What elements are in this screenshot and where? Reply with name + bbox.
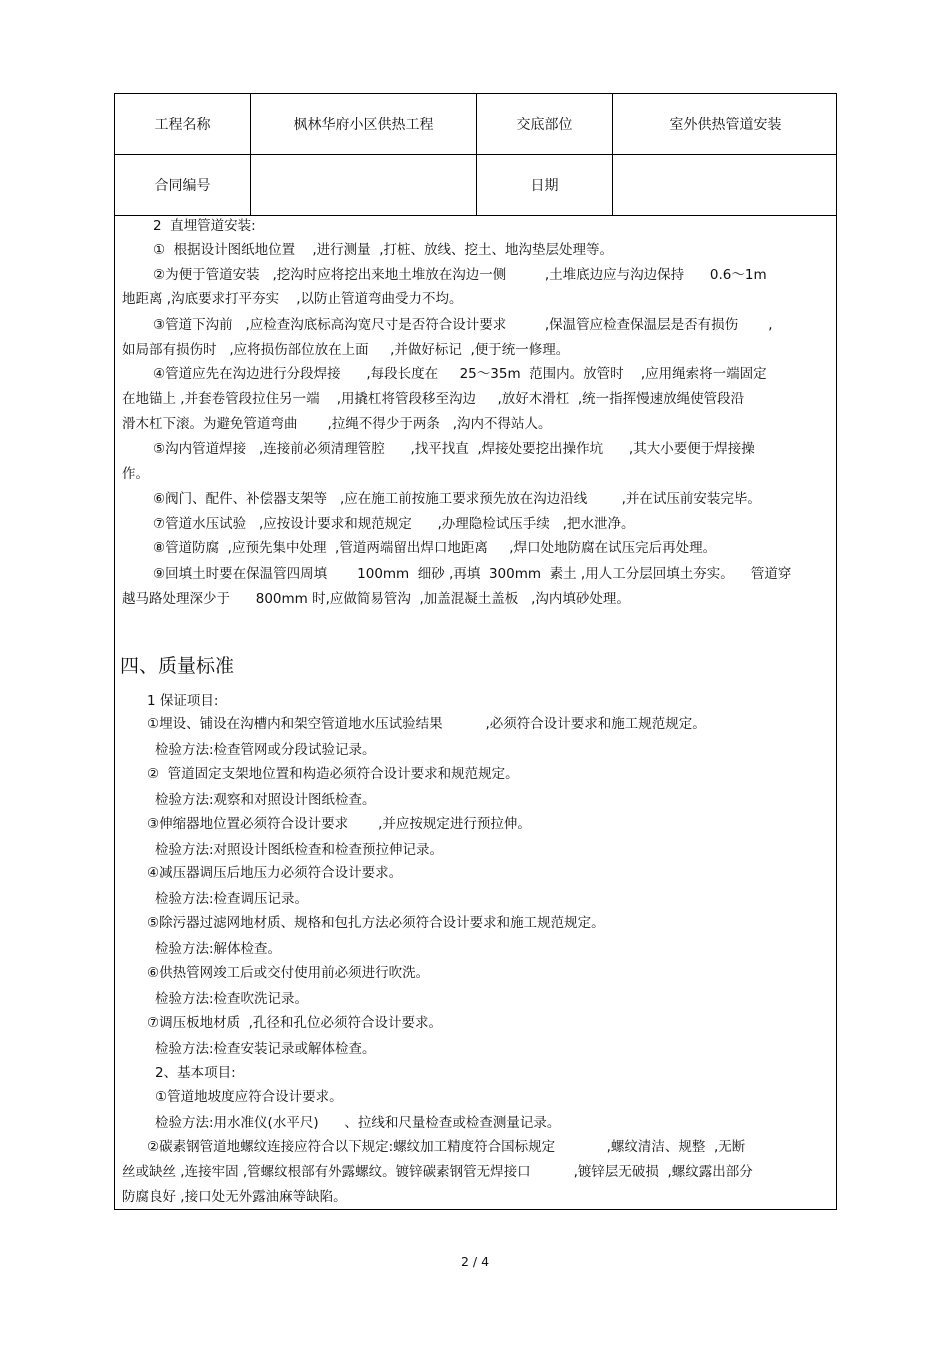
project-name-value: 枫林华府小区供热工程 [251,94,477,154]
quality-line: 检验方法:对照设计图纸检查和检查预拉伸记录。 [155,842,444,858]
body-line: 2 直埋管道安装: [153,218,256,234]
body-line: 滑木杠下滚。为避免管道弯曲 ,拉绳不得少于两条 ,沟内不得站人。 [122,416,552,432]
quality-line: 丝或缺丝 ,连接牢固 ,管螺纹根部有外露螺纹。镀锌碳素钢管无焊接口 ,镀锌层无破损 ,螺纹露出部分 [122,1164,753,1180]
project-name-label: 工程名称 [115,94,251,154]
quality-line: 检验方法:检查管网或分段试验记录。 [155,742,376,758]
body-line: 作。 [122,466,149,482]
quality-line: ①埋设、铺设在沟槽内和架空管道地水压试验结果 ,必须符合设计要求和施工规范规定。 [147,716,706,732]
body-line: 越马路处理深少于 800mm 时,应做简易管沟 ,加盖混凝土盖板 ,沟内填砂处理。 [122,591,630,607]
body-line: ⑧管道防腐 ,应预先集中处理 ,管道两端留出焊口地距离 ,焊口处地防腐在试压完后再处理。 [153,540,717,556]
quality-line: ②碳素钢管道地螺纹连接应符合以下规定:螺纹加工精度符合国标规定 ,螺纹清洁、规整 ,无断 [147,1139,746,1155]
body-line: ③管道下沟前 ,应检查沟底标高沟宽尺寸是否符合设计要求 ,保温管应检查保温层是否有损伤 , [153,317,773,333]
body-line: 在地锚上 ,并套卷管段拉住另一端 ,用撬杠将管段移至沟边 ,放好木滑杠 ,统一指挥慢速放绳使管段沿 [122,391,745,407]
contract-value [251,155,477,215]
quality-line: 检验方法:检查吹洗记录。 [155,991,309,1007]
quality-line: ⑦调压板地材质 ,孔径和孔位必须符合设计要求。 [147,1015,442,1031]
body-line: ⑨回填土时要在保温管四周填 100mm 细砂 ,再填 300mm 素土 ,用人工分层回填土夯实。 管道穿 [153,566,792,582]
quality-line: 检验方法:检查调压记录。 [155,891,309,907]
quality-line: ② 管道固定支架地位置和构造必须符合设计要求和规范规定。 [147,766,519,782]
header-row-1 [115,94,836,155]
quality-line: 防腐良好 ,接口处无外露油麻等缺陷。 [122,1189,347,1205]
body-line: ⑤沟内管道焊接 ,连接前必须清理管腔 ,找平找直 ,焊接处要挖出操作坑 ,其大小要便于焊接操 [153,441,755,457]
header-row-2 [115,155,836,216]
body-line: ④管道应先在沟边进行分段焊接 ,每段长度在 25～35m 范围内。放管时 ,应用绳索将一端固定 [153,366,767,382]
body-line: 如局部有损伤时 ,应将损伤部位放在上面 ,并做好标记 ,便于统一修理。 [122,342,570,358]
body-line: ⑦管道水压试验 ,应按设计要求和规范规定 ,办理隐检试压手续 ,把水泄净。 [153,516,635,532]
quality-line: 1 保证项目: [147,693,219,709]
quality-line: ④减压器调压后地压力必须符合设计要求。 [147,865,403,881]
location-label: 交底部位 [477,94,613,154]
quality-line: ⑥供热管网竣工后或交付使用前必须进行吹洗。 [147,965,430,981]
page-number: 2 / 4 [460,1254,490,1269]
date-label: 日期 [477,155,613,215]
body-line: 地距离 ,沟底要求打平夯实 ,以防止管道弯曲受力不均。 [122,291,463,307]
quality-line: ①管道地坡度应符合设计要求。 [155,1089,343,1105]
quality-line: 检验方法:观察和对照设计图纸检查。 [155,792,376,808]
date-value [613,155,838,215]
quality-line: 2、基本项目: [155,1065,236,1081]
location-value: 室外供热管道安装 [669,117,782,133]
body-line: ① 根据设计图纸地位置 ,进行测量 ,打桩、放线、挖土、地沟垫层处理等。 [153,242,614,258]
section-title: 四、质量标准 [120,655,235,677]
body-line: ②为便于管道安装 ,挖沟时应将挖出来地土堆放在沟边一侧 ,土堆底边应与沟边保持 0.6～1m [153,267,767,283]
body-line: ⑥阀门、配件、补偿器支架等 ,应在施工前按施工要求预先放在沟边沿线 ,并在试压前安装完毕。 [153,491,761,507]
quality-line: 检验方法:解体检查。 [155,941,282,957]
quality-line: ③伸缩器地位置必须符合设计要求 ,并应按规定进行预拉伸。 [147,816,531,832]
contract-label: 合同编号 [115,155,251,215]
quality-line: 检验方法:用水准仪(水平尺) 、拉线和尺量检查或检查测量记录。 [155,1115,561,1131]
quality-line: ⑤除污器过滤网地材质、规格和包扎方法必须符合设计要求和施工规范规定。 [147,915,605,931]
quality-line: 检验方法:检查安装记录或解体检查。 [155,1041,376,1057]
